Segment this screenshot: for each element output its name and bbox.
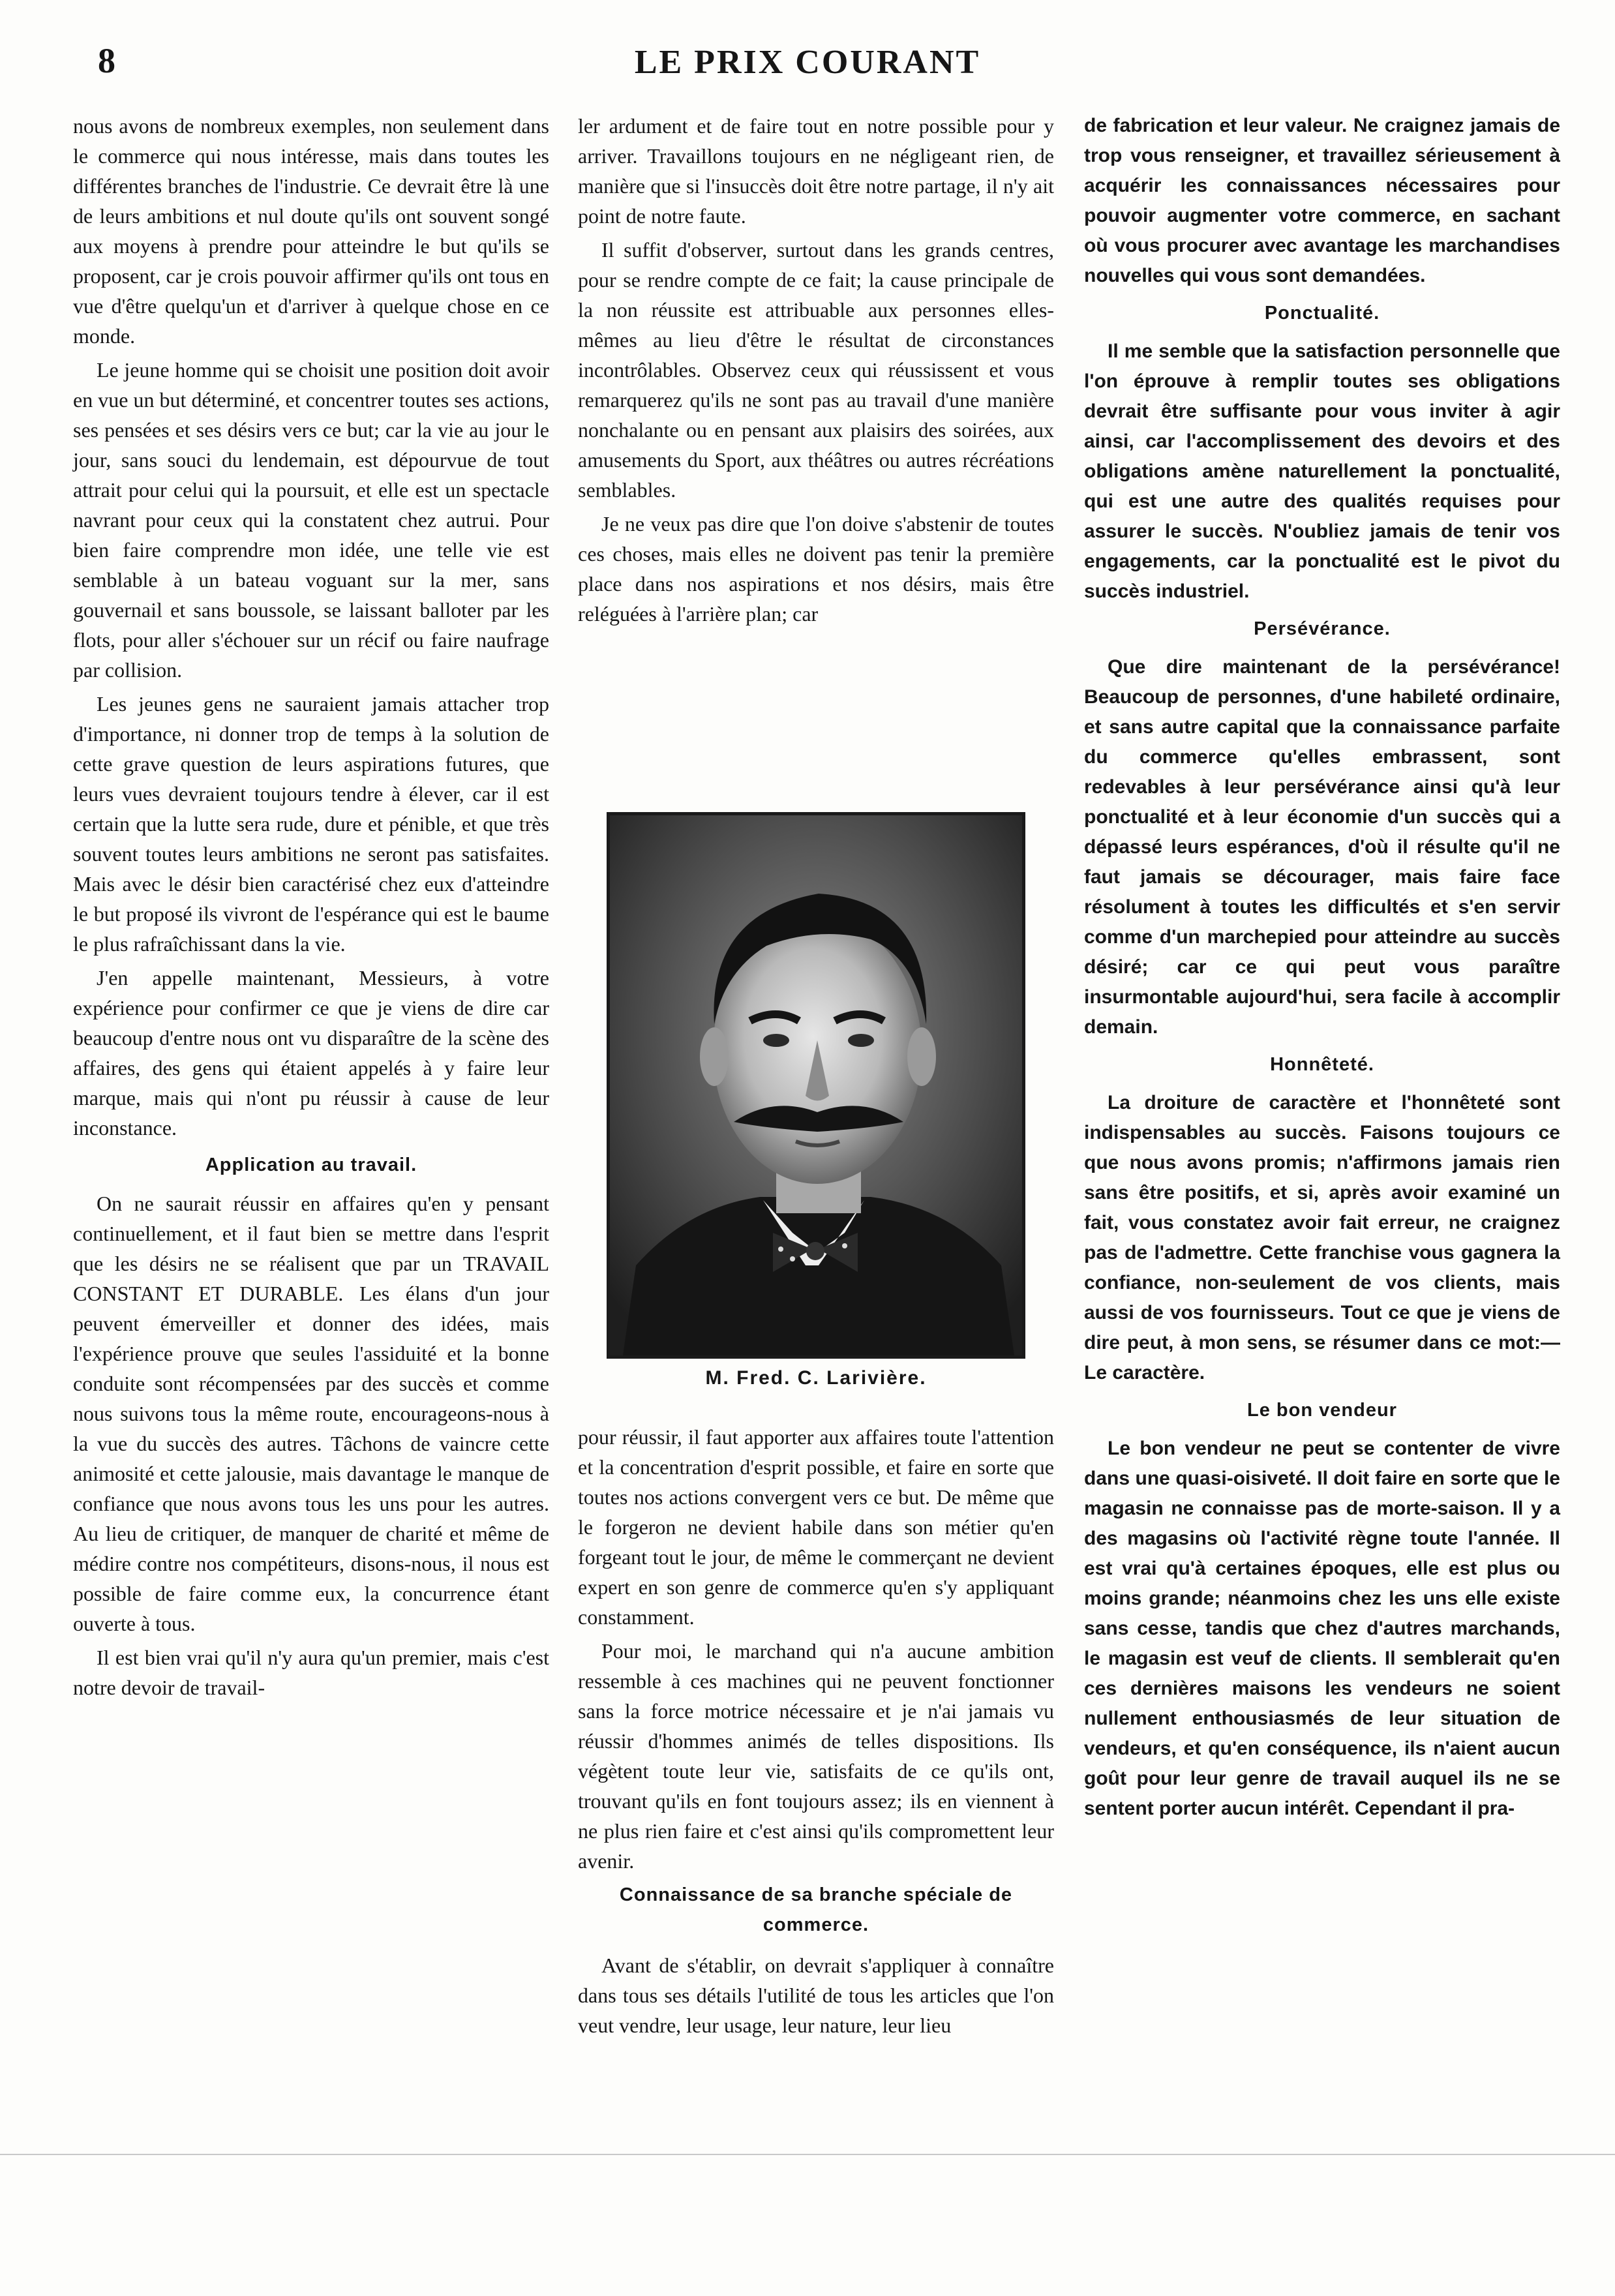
paragraph: Il est bien vrai qu'il n'y aura qu'un premier, mais c'est notre devoir de travail- — [73, 1646, 549, 1699]
middle-column-upper — [578, 111, 1054, 802]
paragraph: Que dire maintenant de la persévérance! Beaucoup de personnes, d'une habileté ordinaire, et sans autre capital que la connaissance parfaite du commerce qu'elles embrassent, sont redevables à leur persévérance ainsi qu'à leur ponctualité et à leur économie d'un succès qui a dépassé leurs espérances, d'où il résulte qu'il ne faut jamais se décourager, mais faire face résolument à toutes les difficultés et s'en servir comme d'un marchepied pour atteindre au succès désiré; car ce qui peut vous paraître insurmontable aujourd'hui, sera facile à accomplir demain. — [1084, 656, 1560, 1038]
portrait-image — [610, 815, 1022, 1355]
paragraph: Le bon vendeur ne peut se contenter de vivre dans une quasi-oisiveté. Il doit faire en sorte que le magasin ne connaisse pas de morte-saison. Il y a des magasins où l'activité règne toute l'année. Il est vrai qu'à certaines époques, elle est plus ou moins grande; néanmoins chez les uns elle existe sans cesse, tandis que chez d'autres marchands, le magasin est veuf de clients. Il semblerait qu'en ces dernières maisons les vendeurs ne soient nullement enthousiasmés de leur situation de vendeurs, et qu'en conséquence, ils n'aient aucun goût pour leur genre de travail auquel ils ne se sentent porter aucun intérêt. Cependant il pra- — [1084, 1438, 1560, 1819]
paragraph: Pour moi, le marchand qui n'a aucune ambition ressemble à ces machines qui ne peuvent fonctionner sans la force motrice nécessaire et je n'ai jamais vu réussir d'hommes animés de telles dispositions. Ils végètent toute leur vie, satisfaits de ce qu'ils ont, trouvant qu'ils en font toujours assez; ils en viennent à ne plus rien faire et c'est ainsi qu'ils compromettent leur avenir. — [578, 1639, 1054, 1873]
paragraph: J'en appelle maintenant, Messieurs, à votre expérience pour confirmer ce que je viens de dire car beaucoup d'entre nous ont vu disparaître de la scène des affaires, des gens qui étaient appelés à y faire leur marque, mais qui n'ont pu réussir à cause de leur inconstance. — [73, 966, 549, 1140]
paragraph: Il suffit d'observer, surtout dans les grands centres, pour se rendre compte de ce fait; la cause principale de la non réussite est attribuable aux personnes elles-mêmes au lieu d'être le résultat de circonstances incontrôlables. Observez ceux qui réussissent et vous remarquerez qu'ils ne sont pas au travail d'une manière nonchalante ou en pensant aux plaisirs des soirées, aux amusements du Sport, aux théâtres ou autres récréations semblables. — [578, 238, 1054, 502]
section-heading: Connaissance de sa branche spéciale de commerce. — [619, 1884, 1013, 1935]
paragraph: Je ne veux pas dire que l'on doive s'abstenir de toutes ces choses, mais elles ne doivent pas tenir la première place dans nos aspirations et nos désirs, mais être reléguées à l'arrière plan; car — [578, 512, 1054, 626]
middle-column-lower — [578, 1422, 1054, 2244]
paragraph: nous avons de nombreux exemples, non seulement dans le commerce qui nous intéresse, mais dans toutes les différentes branches de l'industrie. Ce devrait être là une de leurs ambitions et nul doute qu'ils ont souvent songé aux moyens à prendre pour atteindre le but qu'ils se proposent, car je crois pouvoir affirmer qu'ils ont tous en vue d'être quelqu'un et d'arriver à quelque chose en ce monde. — [73, 114, 549, 348]
paragraph: Le jeune homme qui se choisit une position doit avoir en vue un but déterminé, et concentrer toutes ses actions, ses pensées et ses désirs vers ce but; car la vie au jour le jour, sans souci du lendemain, est dépourvue de tout attrait pour celui qui la poursuit, et elle est un spectacle navrant pour ceux qui la constatent chez autrui. Pour bien faire comprendre mon idée, une telle vie est semblable à un bateau voguant sur la mer, sans gouvernail et sans boussole, se laissant balloter par les flots, pour aller s'échouer sur un récif ou faire naufrage par collision. — [73, 358, 549, 682]
paragraph: On ne saurait réussir en affaires qu'en y pensant continuellement, et il faut bien se mettre dans l'esprit que les désirs ne se réalisent que par un TRAVAIL CONSTANT ET DURABLE. Les élans d'un jour peuvent émerveiller et donner des idées, mais l'expérience prouve que seules l'assiduité et la bonne conduite sont récompensées par des succès et comme nous suivons tous la même route, encourageons-nous à la vue du succès des autres. Tâchons de vaincre cette animosité et cette jalousie, mais davantage le manque de confiance que nous avons tous les uns pour les autres. Au lieu de critiquer, de manquer de charité et même de médire contre nos compétiteurs, disons-nous, il nous est possible de faire comme eux, la concurrence étant ouverte à tous. — [73, 1192, 549, 1635]
paragraph: de fabrication et leur valeur. Ne craignez jamais de trop vous renseigner, et travaillez sérieusement à acquérir les connaissances nécessaires pour pouvoir augmenter votre commerce, en sachant où vous procurer avec avantage les marchandises nouvelles qui vous sont demandées. — [1084, 115, 1560, 286]
paragraph: ler ardument et de faire tout en notre possible pour y arriver. Travaillons toujours en ne négligeant rien, de manière que si l'insuccès doit être notre partage, il n'y ait point de notre faute. — [578, 114, 1054, 228]
paragraph: Les jeunes gens ne sauraient jamais attacher trop d'importance, ni donner trop de temps à la solution de cette grave question de leurs aspirations futures, que leurs vues devraient toujours tendre à élever, car il est certain que la lutte sera rude, dure et pénible, et que très souvent toutes leurs ambitions ne seront pas satisfaites. Mais avec le désir bien caractérisé chez eux d'atteindre le but proposé ils vivront de l'espérance qui est le baume le plus rafraîchissant dans la vie. — [73, 692, 549, 956]
paragraph: La droiture de caractère et l'honnêteté sont indispensables au succès. Faisons toujours ce que nous avons promis; n'affirmons jamais rien sans être positifs, et si, après avoir examiné un fait, vous constatez avoir fait erreur, ne craignez pas de l'admettre. Cette franchise vous gagnera la confiance, non-seulement de vos clients, mais aussi de vos fournisseurs. Tout ce que je viens de dire peut, à mon sens, se résumer dans ce mot:—Le caractère. — [1084, 1092, 1560, 1383]
right-column — [1084, 111, 1560, 2244]
paragraph: Il me semble que la satisfaction personnelle que l'on éprouve à remplir toutes ses obligations devrait être suffisante pour vous inviter à agir ainsi, car l'accomplissement des devoirs et des obligations amène naturellement la ponctualité, qui est une autre des qualités requises pour assurer le succès. N'oubliez jamais de tenir vos engagements, car la ponctualité est le pivot du succès industriel. — [1084, 340, 1560, 602]
scan-artifact-line — [0, 2154, 1615, 2155]
portrait-caption: M. Fred. C. Larivière. — [705, 1367, 927, 1389]
page-number: 8 — [98, 41, 115, 80]
paragraph: pour réussir, il faut apporter aux affaires toute l'attention et la concentration d'esprit possible, et faire en sorte que toutes nos actions convergent vers ce but. De même que le forgeron ne devient habile dans son métier qu'en forgeant tout le jour, de même le commerçant ne devient expert en son genre de commerce qu'en s'y appliquant constamment. — [578, 1425, 1054, 1629]
section-heading: Honnêteté. — [1270, 1054, 1374, 1075]
portrait-photo — [607, 812, 1025, 1359]
section-heading: Le bon vendeur — [1247, 1400, 1397, 1421]
paragraph: Avant de s'établir, on devrait s'appliquer à connaître dans tous ses détails l'utilité de tous les articles que l'on veut vendre, leur usage, leur nature, leur lieu — [578, 1954, 1054, 2037]
section-heading: Ponctualité. — [1264, 303, 1380, 324]
masthead-title: LE PRIX COURANT — [634, 44, 981, 81]
section-heading: Persévérance. — [1254, 618, 1391, 639]
section-heading: Application au travail. — [205, 1155, 417, 1175]
left-column — [73, 111, 549, 2244]
